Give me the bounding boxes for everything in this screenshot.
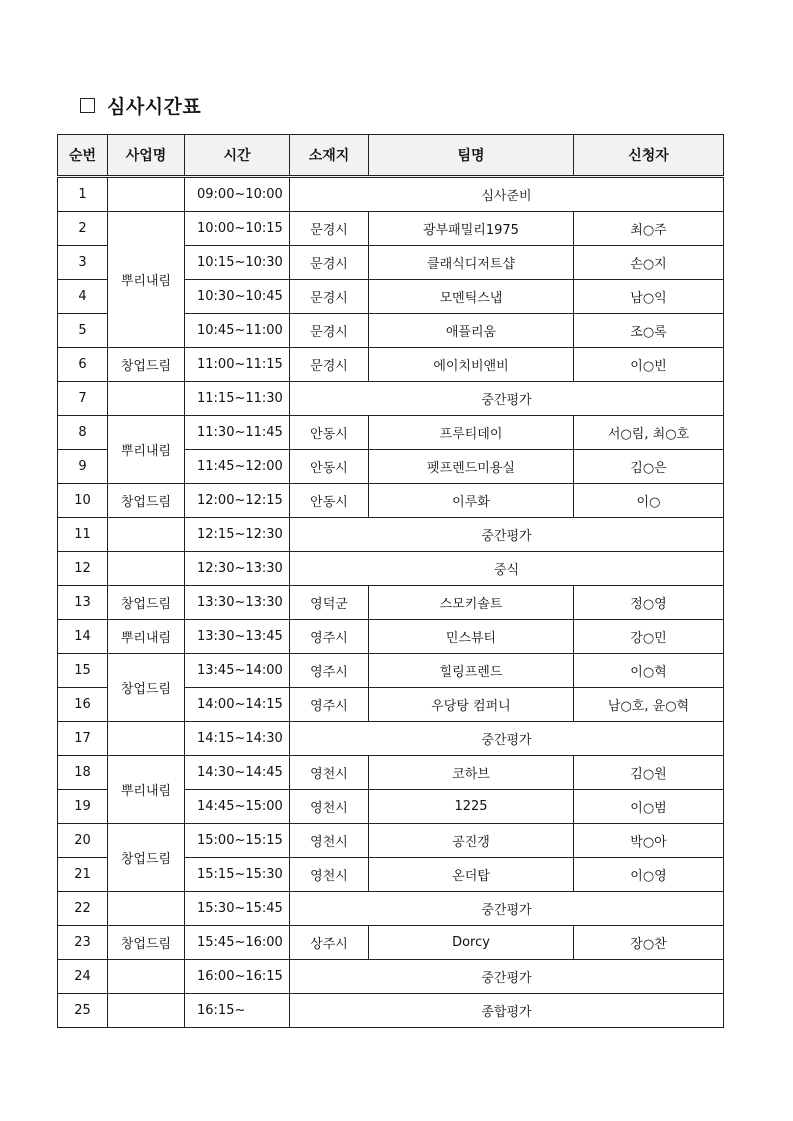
cell-location: 영천시 [290,790,369,824]
cell-time: 12:30~13:30 [185,552,290,586]
table-row [58,892,724,926]
page-heading [80,92,201,118]
cell-applicant: 이○영 [574,858,724,892]
cell-order: 13 [58,586,108,620]
cell-order: 9 [58,450,108,484]
header-location: 소재지 [290,135,369,177]
cell-time: 11:00~11:15 [185,348,290,382]
cell-time: 10:45~11:00 [185,314,290,348]
cell-order: 5 [58,314,108,348]
cell-time: 16:15~ [185,994,290,1028]
table-row [58,926,724,960]
cell-team: 공진갱 [369,824,574,858]
cell-applicant: 이○혁 [574,654,724,688]
cell-applicant: 박○아 [574,824,724,858]
cell-time: 14:30~14:45 [185,756,290,790]
cell-note: 중간평가 [290,960,724,994]
cell-order: 20 [58,824,108,858]
cell-team: 민스뷰티 [369,620,574,654]
cell-note: 중간평가 [290,722,724,756]
table-row [58,994,724,1028]
cell-team: 이루화 [369,484,574,518]
cell-location: 영주시 [290,620,369,654]
cell-time: 15:15~15:30 [185,858,290,892]
cell-order: 24 [58,960,108,994]
cell-location: 안동시 [290,416,369,450]
cell-time: 14:45~15:00 [185,790,290,824]
cell-order: 11 [58,518,108,552]
cell-program [108,994,185,1028]
cell-location: 영덕군 [290,586,369,620]
header-time: 시간 [185,135,290,177]
cell-order: 10 [58,484,108,518]
cell-applicant: 강○민 [574,620,724,654]
cell-order: 22 [58,892,108,926]
cell-team: 코하브 [369,756,574,790]
cell-program [108,518,185,552]
cell-team: 우당탕 컴퍼니 [369,688,574,722]
cell-time: 15:30~15:45 [185,892,290,926]
cell-program: 창업드림 [108,824,185,892]
table-row [58,722,724,756]
cell-applicant: 남○익 [574,280,724,314]
cell-time: 15:45~16:00 [185,926,290,960]
cell-team: 온더탑 [369,858,574,892]
cell-applicant: 장○찬 [574,926,724,960]
cell-order: 15 [58,654,108,688]
cell-time: 15:00~15:15 [185,824,290,858]
cell-time: 13:45~14:00 [185,654,290,688]
cell-location: 상주시 [290,926,369,960]
cell-program: 창업드림 [108,484,185,518]
header-order: 순번 [58,135,108,177]
cell-applicant: 이○빈 [574,348,724,382]
cell-applicant: 정○영 [574,586,724,620]
cell-program [108,177,185,212]
table-row [58,348,724,382]
header-applicant: 신청자 [574,135,724,177]
cell-applicant: 조○록 [574,314,724,348]
cell-order: 6 [58,348,108,382]
cell-program [108,552,185,586]
cell-time: 14:00~14:15 [185,688,290,722]
cell-time: 13:30~13:45 [185,620,290,654]
cell-time: 10:15~10:30 [185,246,290,280]
cell-program [108,382,185,416]
cell-program: 뿌리내림 [108,416,185,484]
cell-note: 심사준비 [290,177,724,212]
cell-time: 13:30~13:30 [185,586,290,620]
cell-note: 종합평가 [290,994,724,1028]
cell-order: 4 [58,280,108,314]
cell-team: 프루티데이 [369,416,574,450]
table-row [58,518,724,552]
cell-applicant: 이○범 [574,790,724,824]
cell-applicant: 서○림, 최○호 [574,416,724,450]
cell-location: 안동시 [290,450,369,484]
cell-time: 10:30~10:45 [185,280,290,314]
cell-order: 23 [58,926,108,960]
cell-applicant: 김○은 [574,450,724,484]
table-row [58,552,724,586]
cell-time: 11:45~12:00 [185,450,290,484]
cell-order: 2 [58,212,108,246]
cell-applicant: 이○ [574,484,724,518]
cell-order: 8 [58,416,108,450]
cell-time: 11:30~11:45 [185,416,290,450]
cell-team: 에이치비앤비 [369,348,574,382]
cell-order: 21 [58,858,108,892]
cell-note: 중식 [290,552,724,586]
cell-note: 중간평가 [290,892,724,926]
cell-order: 18 [58,756,108,790]
table-row [58,824,724,858]
cell-time: 12:00~12:15 [185,484,290,518]
cell-time: 12:15~12:30 [185,518,290,552]
cell-location: 안동시 [290,484,369,518]
checkbox-square-icon [80,98,95,113]
table-row [58,756,724,790]
cell-applicant: 김○원 [574,756,724,790]
cell-time: 11:15~11:30 [185,382,290,416]
table-row [58,620,724,654]
cell-order: 14 [58,620,108,654]
cell-location: 문경시 [290,314,369,348]
cell-applicant: 남○호, 윤○혁 [574,688,724,722]
cell-team: 힐링프렌드 [369,654,574,688]
cell-applicant: 손○지 [574,246,724,280]
cell-order: 25 [58,994,108,1028]
cell-note: 중간평가 [290,382,724,416]
cell-team: 애플리움 [369,314,574,348]
page-title: 심사시간표 [107,95,202,118]
cell-program: 뿌리내림 [108,620,185,654]
cell-team: Dorcy [369,926,574,960]
table-row [58,960,724,994]
table-row [58,654,724,688]
cell-program: 창업드림 [108,654,185,722]
cell-location: 문경시 [290,212,369,246]
header-team: 팀명 [369,135,574,177]
cell-order: 17 [58,722,108,756]
cell-program: 창업드림 [108,586,185,620]
cell-order: 3 [58,246,108,280]
table-row [58,416,724,450]
table-row [58,212,724,246]
cell-location: 영주시 [290,688,369,722]
cell-program: 창업드림 [108,348,185,382]
cell-team: 펫프렌드미용실 [369,450,574,484]
cell-program: 뿌리내림 [108,212,185,348]
table-row [58,177,724,212]
cell-program [108,960,185,994]
cell-team: 스모키솔트 [369,586,574,620]
cell-location: 문경시 [290,348,369,382]
cell-program: 뿌리내림 [108,756,185,824]
cell-time: 10:00~10:15 [185,212,290,246]
cell-time: 09:00~10:00 [185,177,290,212]
cell-order: 1 [58,177,108,212]
cell-time: 14:15~14:30 [185,722,290,756]
cell-order: 7 [58,382,108,416]
cell-applicant: 최○주 [574,212,724,246]
cell-order: 12 [58,552,108,586]
table-row [58,484,724,518]
cell-location: 영주시 [290,654,369,688]
cell-note: 중간평가 [290,518,724,552]
cell-location: 영천시 [290,824,369,858]
cell-time: 16:00~16:15 [185,960,290,994]
cell-order: 19 [58,790,108,824]
cell-program: 창업드림 [108,926,185,960]
cell-team: 광부패밀리1975 [369,212,574,246]
cell-team: 클래식디저트샵 [369,246,574,280]
table-row [58,382,724,416]
cell-location: 문경시 [290,246,369,280]
cell-team: 모멘틱스냅 [369,280,574,314]
cell-order: 16 [58,688,108,722]
cell-location: 영천시 [290,756,369,790]
schedule-table [57,134,724,1028]
table-row [58,586,724,620]
cell-program [108,722,185,756]
cell-location: 영천시 [290,858,369,892]
cell-program [108,892,185,926]
cell-location: 문경시 [290,280,369,314]
cell-team: 1225 [369,790,574,824]
header-program: 사업명 [108,135,185,177]
table-header-row [58,135,724,177]
